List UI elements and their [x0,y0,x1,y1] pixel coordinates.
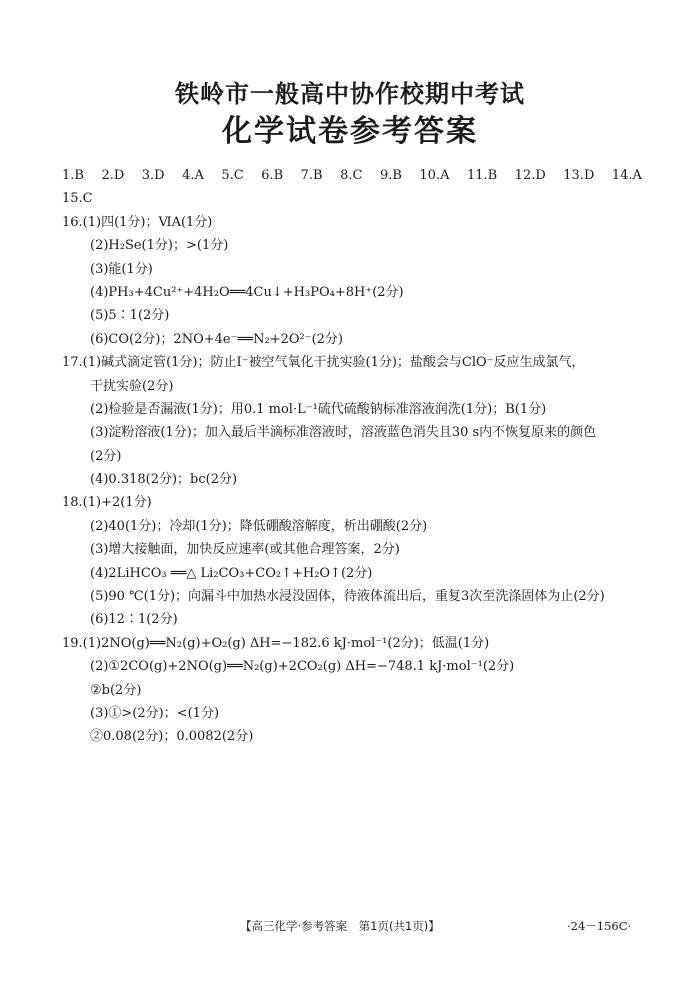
answer-line: (3)能(1分) [90,261,153,277]
answer-body [62,164,662,749]
answer-line: (4)2LiHCO₃ ══△ Li₂CO₃+CO₂↑+H₂O↑(2分) [90,565,373,581]
answer-key-subtitle: 化学试卷参考答案 [222,114,478,149]
choice-answer: 5.C [221,168,244,183]
answer-line: (2)H₂Se(1分)；>(1分) [90,238,229,254]
choice-answer: 11.B [466,168,498,183]
answer-line: (3)淀粉溶液(1分)；加入最后半滴标准溶液时，溶液蓝色消失且30 s内不恢复原来的颜色 [90,425,597,441]
choice-answer: 7.B [300,168,323,183]
answer-line: ②0.08(2分)；0.0082(2分) [90,729,254,745]
answer-line: (2分) [90,448,122,464]
answer-line: (2)40(1分)；冷却(1分)；降低硼酸溶解度，析出硼酸(2分) [90,518,428,534]
choice-answer: 8.C [340,168,363,183]
answer-line: (6)CO(2分)；2NO+4e⁻══N₂+2O²⁻(2分) [90,331,344,347]
choice-answer: 6.B [261,168,284,183]
answer-line: (6)12∶1(2分) [90,612,178,628]
answer-line: (2)①2CO(g)+2NO(g)══N₂(g)+2CO₂(g) ΔH=−748.1 kJ·mol⁻¹(2分) [90,659,515,675]
answer-line: (2)检验是否漏液(1分)；用0.1 mol·L⁻¹硫代硫酸钠标准溶液润洗(1分)；B(1分) [90,401,547,417]
answer-line: (5)90 ℃(1分)；向漏斗中加热水浸没固体，待液体流出后，重复3次至洗涤固体为止(2分) [90,589,605,605]
footer-doc-code: ·24－156C· [567,919,632,933]
answer-line: ②b(2分) [90,682,142,698]
choice-answer: 13.D [563,168,595,183]
choice-answer: 4.A [182,168,204,183]
answer-line: 18.(1)+2(1分) [62,495,152,511]
answer-line: (4)0.318(2分)；bc(2分) [90,472,238,488]
choice-answer: 10.A [419,168,450,183]
answer-line: 19.(1)2NO(g)══N₂(g)+O₂(g) ΔH=−182.6 kJ·mol⁻¹(2分)；低温(1分) [62,635,490,651]
choice-answer: 9.B [379,168,402,183]
answer-line: (3)增大接触面，加快反应速率(或其他合理答案，2分) [90,542,400,558]
footer-page-info: 【高三化学·参考答案 第1页(共1页)】 [240,919,440,933]
answer-line: 15.C [62,191,93,207]
multiple-choice-answers [62,164,642,187]
answer-line: 17.(1)碱式滴定管(1分)；防止I⁻被空气氧化干扰实验(1分)；盐酸会与ClO⁻反应生成氯气， [62,355,585,371]
choice-answer: 2.D [101,168,125,183]
answer-line: 干扰实验(2分) [90,378,174,394]
exam-title: 铁岭市一般高中协作校期中考试 [175,80,525,108]
choice-answer: 3.D [141,168,165,183]
choice-answer: 1.B [62,168,84,183]
answer-line: (5)5∶1(2分) [90,308,170,324]
answer-line: (4)PH₃+4Cu²⁺+4H₂O══4Cu↓+H₃PO₄+8H⁺(2分) [90,284,404,300]
choice-answer: 14.A [611,168,642,183]
answer-line: 16.(1)四(1分)；ⅥA(1分) [62,214,213,230]
choice-answer: 12.D [514,168,546,183]
answer-line: (3)①>(2分)；<(1分) [90,705,220,721]
